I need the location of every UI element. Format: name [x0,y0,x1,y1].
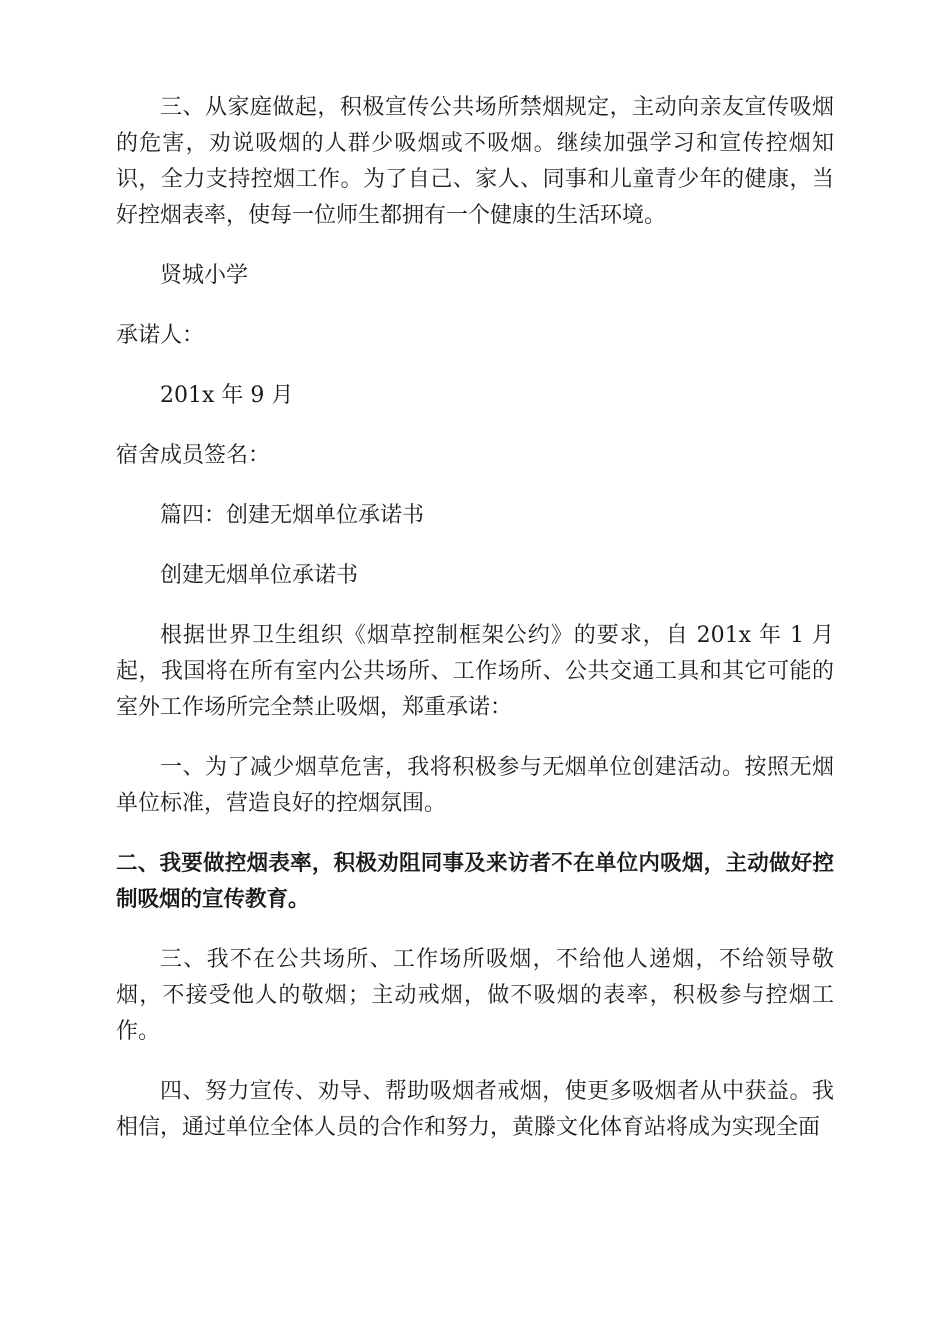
paragraph-commitment-two: 二、我要做控烟表率，积极劝阻同事及来访者不在单位内吸烟，主动做好控制吸烟的宣传教育。 [116,851,834,912]
paragraph-commitment-one: 一、为了减少烟草危害，我将积极参与无烟单位创建活动。按照无烟单位标准，营造良好的控烟氛围。 [116,755,834,816]
paragraph-commitment-three: 三、我不在公共场所、工作场所吸烟，不给他人递烟，不给领导敬烟，不接受他人的敬烟；主动戒烟，做不吸烟的表率，积极参与控烟工作。 [116,947,834,1044]
document-page [116,90,834,1146]
school-name: 贤城小学 [160,263,249,288]
paragraph-who-convention: 根据世界卫生组织《烟草控制框架公约》的要求，自 201x 年 1 月起，我国将在所有室内公共场所、工作场所、公共交通工具和其它可能的室外工作场所完全禁止吸烟，郑重承诺： [116,623,834,720]
paragraph-family-promotion: 三、从家庭做起，积极宣传公共场所禁烟规定，主动向亲友宣传吸烟的危害，劝说吸烟的人群少吸烟或不吸烟。继续加强学习和宣传控烟知识，全力支持控烟工作。为了自己、家人、同事和儿童青少年的健康，当好控烟表率，使每一位师生都拥有一个健康的生活环境。 [116,95,834,228]
paragraph-commitment-four: 四、努力宣传、劝导、帮助吸烟者戒烟，使更多吸烟者从中获益。我相信，通过单位全体人员的合作和努力，黄滕文化体育站将成为实现全面 [116,1079,834,1140]
date-line: 201x 年 9 月 [160,383,294,408]
document-title: 创建无烟单位承诺书 [160,563,359,588]
section-heading: 篇四：创建无烟单位承诺书 [160,503,425,528]
dorm-signature-label: 宿舍成员签名： [116,443,271,468]
promisor-label: 承诺人： [116,323,205,348]
